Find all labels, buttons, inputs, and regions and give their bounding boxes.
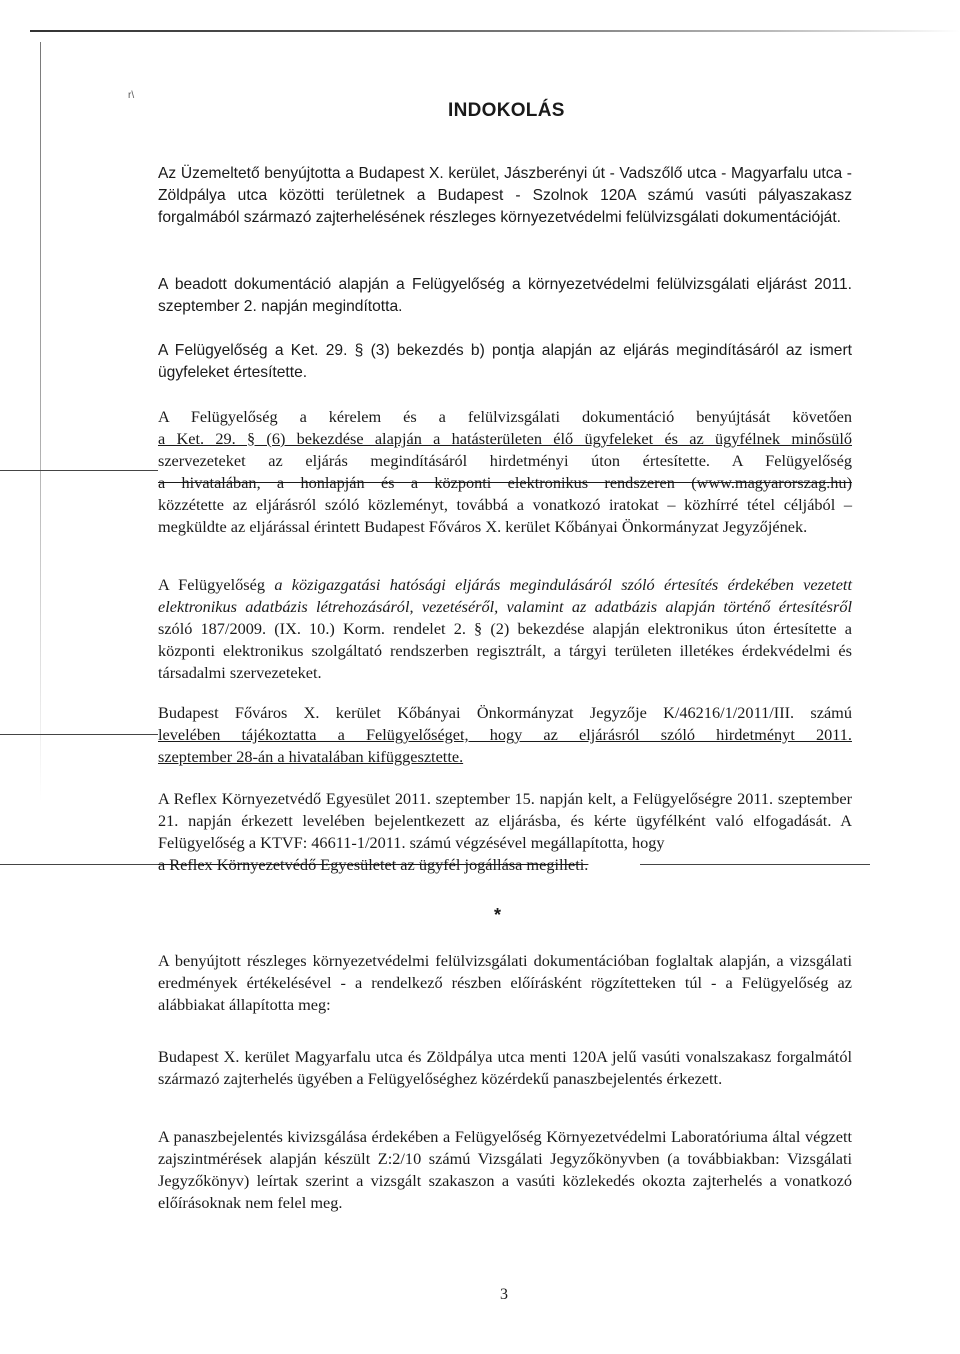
margin-rule	[0, 734, 158, 735]
paragraph-reflex-association-conclusion: a Reflex Környezetvédő Egyesületet az ügyfél jogállása megilleti.	[158, 855, 589, 874]
section-separator: *	[494, 905, 502, 925]
electronic-notice-regulation-title: a közigazgatási hatósági eljárás megindulásáról szóló értesítés érdekében vezetett elektronikus adatbázis létrehozásáról, vezetéséről, valamint az adatbázis alapján történő értesítésről	[158, 575, 852, 616]
paragraph-reflex-association: A Reflex Környezetvédő Egyesület 2011. szeptember 15. napján kelt, a Felügyelőségre 2011. szeptember 21. napján érkezett levelében bejelentkezett az eljárásba, és kérte ügyfélként való elfogadását. A Felügyelőség a KTVF: 46611-1/2011. számú végzésével megállapította, hogy	[158, 789, 852, 852]
margin-rule	[0, 864, 158, 865]
paragraph-submission: Az Üzemeltető benyújtotta a Budapest X. kerület, Jászberényi út - Vadszőlő utca - Magyarfalu utca - Zöldpálya utca közötti területnek a Budapest - Szolnok 120A számú vasúti pályaszakasz forgalmából származó zajterhelésének részleges környezetvédelmi felülvizsgálati dokumentációját.	[158, 165, 852, 226]
paragraph-clerk-letter-line-1: Budapest Főváros X. kerület Kőbányai Önkormányzat Jegyzője K/46216/1/2011/III. számú	[158, 703, 852, 722]
paragraph-lab-measurement: A panaszbejelentés kivizsgálása érdekében a Felügyelőség Környezetvédelmi Laboratóriuma által végzett zajszintmérések alapján készült Z:2/10 számú Vizsgálati Jegyzőkönyvben (a továbbiakban: Vizsgálati Jegyzőkönyv) leírtak szerint a vizsgált szakaszon a vasúti közlekedés okozta zajterhelés a vonatkozó előírásoknak nem felel meg.	[158, 1127, 852, 1212]
paragraph-electronic-notice	[158, 574, 852, 684]
electronic-notice-lead: A Felügyelőség	[158, 575, 275, 594]
page-number: 3	[500, 1286, 508, 1303]
paragraph-public-notice-line-2: a Ket. 29. § (6) bekezdése alapján a hatásterületen élő ügyfeleket és az ügyfélnek minősülő	[158, 429, 852, 448]
paragraph-complaint: Budapest X. kerület Magyarfalu utca és Zöldpálya utca menti 120A jelű vasúti vonalszakasz forgalmától származó zajterhelés ügyében a Felügyelőséghez közérdekű panaszbejelentés érkezett.	[158, 1047, 852, 1088]
scan-top-border	[30, 30, 960, 32]
page-title: INDOKOLÁS	[448, 100, 565, 121]
paragraph-public-notice-line-3: szervezeteket az eljárás megindításáról hirdetményi úton értesítette. A Felügyelőség	[158, 451, 852, 470]
scan-left-border	[40, 42, 41, 802]
paragraph-client-notification: A Felügyelőség a Ket. 29. § (3) bekezdés b) pontja alapján az eljárás megindításáról az ismert ügyfeleket értesítette.	[158, 342, 852, 381]
scan-mark: r\	[128, 90, 135, 101]
paragraph-procedure-start: A beadott dokumentáció alapján a Felügyelőség a környezetvédelmi felülvizsgálati eljárást 2011. szeptember 2. napján megindította.	[158, 276, 852, 315]
paragraph-public-notice-line-4: a hivatalában, a honlapján és a központi elektronikus rendszeren (www.magyarorszag.hu)	[158, 473, 852, 492]
margin-rule	[0, 470, 158, 471]
electronic-notice-tail: szóló 187/2009. (IX. 10.) Korm. rendelet 2. § (2) bekezdése alapján elektronikus úton értesítette a központi elektronikus szolgáltató rendszerben regisztrált, a tárgyi területen illetékes érdekvédelmi és társadalmi szervezeteket.	[158, 619, 852, 682]
strike-rule	[640, 864, 870, 865]
paragraph-findings-intro: A benyújtott részleges környezetvédelmi felülvizsgálati dokumentációban foglaltak alapján, a vizsgálati eredmények értékelésével - a rendelkező részben előírásként rögzítetteken túl - a Felügyelőség az alábbiakat állapította meg:	[158, 951, 852, 1014]
paragraph-public-notice-line-5: közzétette az eljárásról szóló közleményt, továbbá a vonatkozó iratokat – közhírré tétel céljából – megküldte az eljárással érintett Budapest Főváros X. kerület Kőbányai Önkormányzat Jegyzőjének.	[158, 495, 852, 536]
paragraph-clerk-letter-line-3: szeptember 28-án a hivatalában kifüggesztette.	[158, 747, 464, 766]
paragraph-public-notice-line-1: A Felügyelőség a kérelem és a felülvizsgálati dokumentáció benyújtását követően	[158, 407, 852, 426]
paragraph-clerk-letter-line-2: levelében tájékoztatta a Felügyelőséget, hogy az eljárásról szóló hirdetményt 2011.	[158, 725, 852, 744]
